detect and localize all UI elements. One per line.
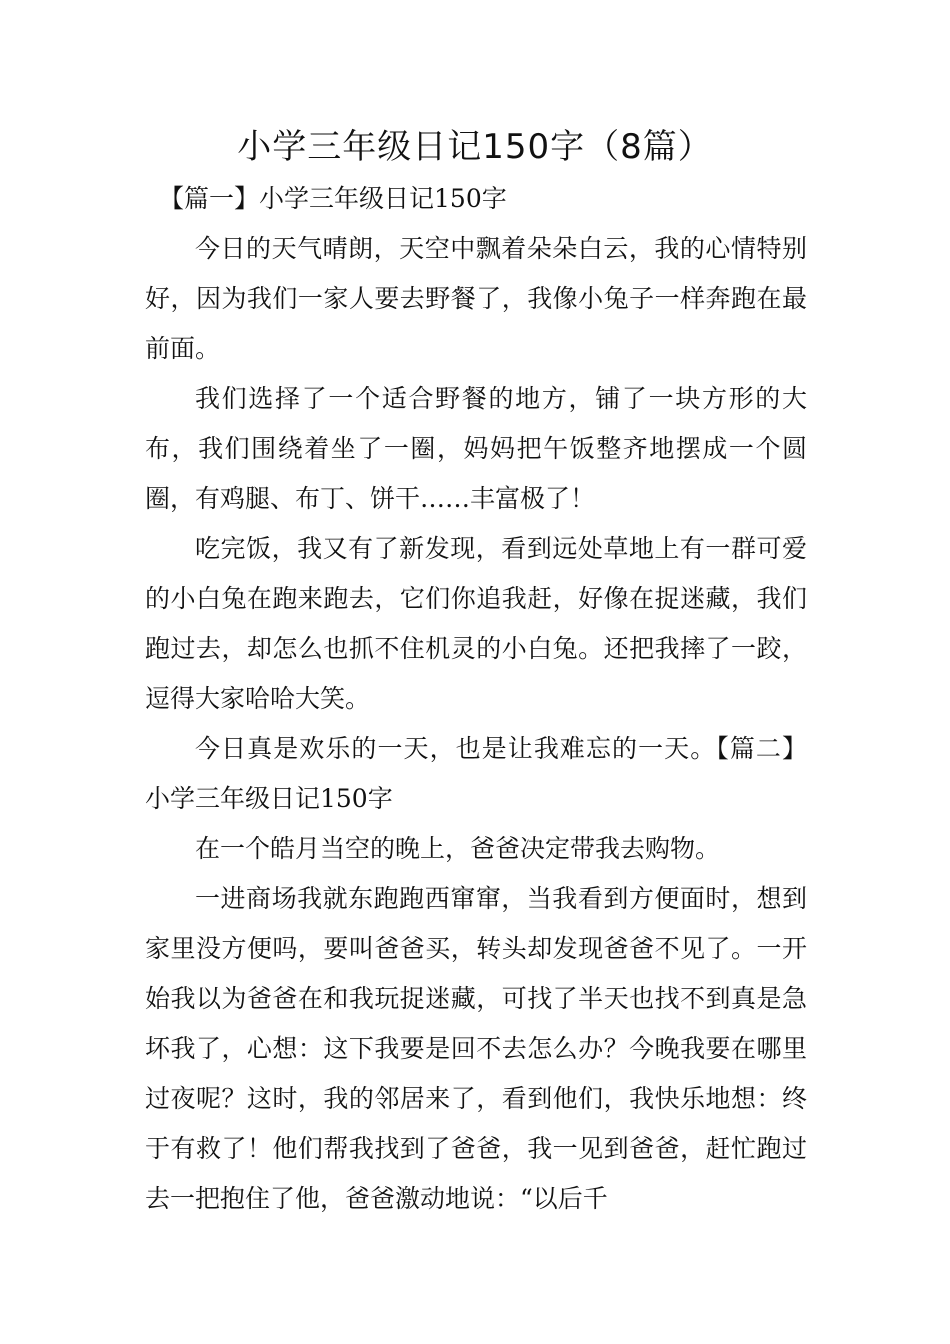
paragraph: 今日真是欢乐的一天，也是让我难忘的一天。【篇二】小学三年级日记150字	[145, 734, 807, 813]
paragraph: 一进商场我就东跑跑西窜窜，当我看到方便面时，想到家里没方便吗，要叫爸爸买，转头却发现爸爸不见了。一开始我以为爸爸在和我玩捉迷藏，可找了半天也找不到真是急坏我了，心想：这下我要是回不去怎么办？今晚我要在哪里过夜呢？这时，我的邻居来了，看到他们，我快乐地想：终于有救了！他们帮我找到了爸爸，我一见到爸爸，赶忙跑过去一把抱住了他，爸爸激动地说：“以后千	[145, 884, 807, 1213]
paragraph: 我们选择了一个适合野餐的地方，铺了一块方形的大布，我们围绕着坐了一圈，妈妈把午饭整齐地摆成一个圆圈，有鸡腿、布丁、饼干……丰富极了！	[145, 384, 807, 513]
section-heading: 【篇一】小学三年级日记150字	[159, 184, 507, 213]
paragraph: 今日的天气晴朗，天空中飘着朵朵白云，我的心情特别好，因为我们一家人要去野餐了，我像小兔子一样奔跑在最前面。	[145, 234, 807, 363]
document-body	[145, 174, 807, 1224]
paragraph: 在一个皓月当空的晚上，爸爸决定带我去购物。	[195, 834, 721, 863]
document-title: 小学三年级日记150字（8篇）	[237, 127, 713, 167]
paragraph: 吃完饭，我又有了新发现，看到远处草地上有一群可爱的小白兔在跑来跑去，它们你追我赶，好像在捉迷藏，我们跑过去，却怎么也抓不住机灵的小白兔。还把我摔了一跤，逗得大家哈哈大笑。	[145, 534, 807, 713]
